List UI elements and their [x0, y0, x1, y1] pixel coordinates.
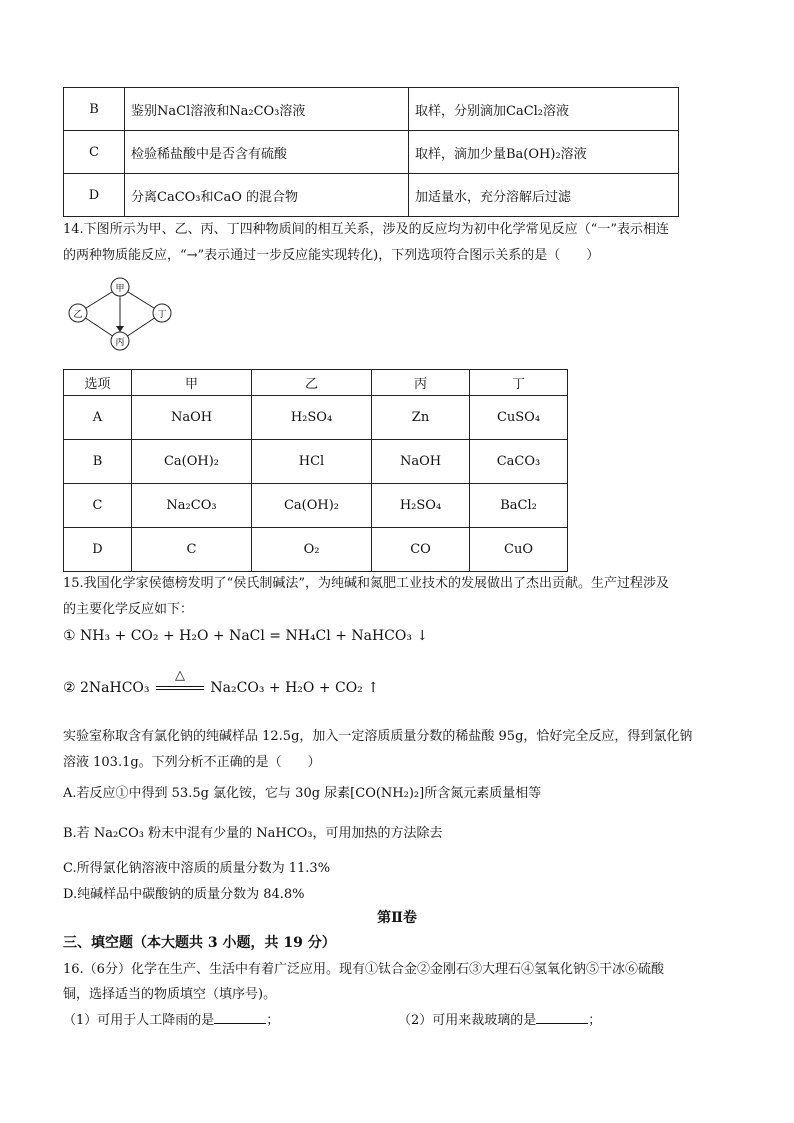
table-cell: Ca(OH)₂ [132, 440, 252, 484]
method-cell: 加适量水，充分溶解后过滤 [409, 174, 679, 217]
part-title: 第Ⅱ卷 [377, 910, 417, 926]
purpose-cell: 鉴别NaCl溶液和Na₂CO₃溶液 [125, 88, 409, 131]
node-bing: 丙 [115, 338, 125, 348]
table-cell: B [64, 440, 132, 484]
table-cell: Na₂CO₃ [132, 484, 252, 528]
question-14-text-cont: 的两种物质能反应，“→”表示通过一步反应能实现转化)，下列选项符合图示关系的是（ ） [63, 248, 600, 263]
header-cell: 丙 [372, 370, 470, 396]
table-row [64, 528, 568, 572]
method-cell: 取样，滴加少量Ba(OH)₂溶液 [409, 131, 679, 174]
table-cell: H₂SO₄ [372, 484, 470, 528]
sub-question-2-label: （2）可用来裁玻璃的是 [398, 1013, 537, 1028]
table-cell: H₂SO₄ [252, 396, 372, 440]
question-15-body-cont: 溶液 103.1g。下列分析不正确的是（ ） [63, 755, 321, 770]
option-c: C.所得氯化钠溶液中溶质的质量分数为 11.3% [63, 861, 331, 876]
table-row [64, 396, 568, 440]
table-cell: CuSO₄ [470, 396, 568, 440]
table-cell: A [64, 396, 132, 440]
equation-2 [63, 668, 379, 696]
table-cell: CO [372, 528, 470, 572]
separator: ； [588, 1013, 602, 1028]
table-cell: Zn [372, 396, 470, 440]
method-cell: 取样，分别滴加CaCl₂溶液 [409, 88, 679, 131]
sub-question-2 [398, 1009, 601, 1028]
question-16-text: 16.（6分）化学在生产、生活中有着广泛应用。现有①钛合金②金刚石③大理石④氢氧化钠⑤干冰⑥硫酸 [63, 962, 664, 977]
option-cell: B [64, 88, 125, 131]
option-cell: D [64, 174, 125, 217]
header-cell: 乙 [252, 370, 372, 396]
table-header-row [64, 370, 568, 396]
table-row [64, 440, 568, 484]
header-cell: 甲 [132, 370, 252, 396]
question-14-text: 14.下图所示为甲、乙、丙、丁四种物质间的相互关系，涉及的反应均为初中化学常见反应（“一”表示相连 [63, 222, 669, 237]
header-cell: 选项 [64, 370, 132, 396]
table-row [64, 484, 568, 528]
table-cell: C [132, 528, 252, 572]
options-table [63, 369, 568, 572]
purpose-cell: 分离CaCO₃和CaO 的混合物 [125, 174, 409, 217]
header-cell: 丁 [470, 370, 568, 396]
question-15-body: 实验室称取含有氯化钠的纯碱样品 12.5g，加入一定溶质质量分数的稀盐酸 95g，恰好完全反应，得到氯化钠 [63, 729, 693, 744]
sub-question-1 [63, 1009, 279, 1028]
equation-2-left: ② 2NaHCO₃ [63, 680, 150, 696]
question-15-text: 15.我国化学家侯德榜发明了“侯氏制碱法”，为纯碱和氮肥工业技术的发展做出了杰出贡献。生产过程涉及 [63, 576, 669, 591]
separator: ； [266, 1013, 280, 1028]
node-yi: 乙 [73, 310, 83, 320]
experiment-table [63, 87, 679, 217]
equation-2-right: Na₂CO₃ + H₂O + CO₂ ↑ [210, 680, 379, 696]
table-cell: HCl [252, 440, 372, 484]
question-15-text-cont: 的主要化学反应如下： [63, 602, 194, 617]
table-cell: NaOH [132, 396, 252, 440]
table-row [64, 131, 679, 174]
sub-question-1-label: （1）可用于人工降雨的是 [63, 1013, 215, 1028]
node-jia: 甲 [115, 284, 125, 294]
option-d: D.纯碱样品中碳酸钠的质量分数为 84.8% [63, 887, 305, 902]
option-b: B.若 Na₂CO₃ 粉末中混有少量的 NaHCO₃，可用加热的方法除去 [63, 826, 443, 841]
section-heading: 三、填空题（本大题共 3 小题，共 19 分） [63, 935, 336, 951]
question-16-text-cont: 铜，选择适当的物质填空（填序号)。 [63, 987, 277, 1002]
heat-condition: △ [174, 668, 185, 683]
table-cell: CaCO₃ [470, 440, 568, 484]
node-ding: 丁 [157, 310, 167, 320]
table-cell: O₂ [252, 528, 372, 572]
equation-1: ① NH₃ + CO₂ + H₂O + NaCl = NH₄Cl + NaHCO₃ ↓ [63, 628, 429, 644]
table-cell: NaOH [372, 440, 470, 484]
table-row [64, 174, 679, 217]
table-cell: Ca(OH)₂ [252, 484, 372, 528]
answer-blank-2[interactable] [536, 1011, 588, 1024]
relation-diagram [60, 275, 180, 355]
answer-blank-1[interactable] [214, 1011, 266, 1024]
table-cell: CuO [470, 528, 568, 572]
table-row [64, 88, 679, 131]
table-cell: BaCl₂ [470, 484, 568, 528]
reaction-arrow [156, 668, 204, 694]
option-a: A.若反应①中得到 53.5g 氯化铵，它与 30g 尿素[CO(NH₂)₂]所含氮元素质量相等 [63, 786, 542, 801]
table-cell: D [64, 528, 132, 572]
purpose-cell: 检验稀盐酸中是否含有硫酸 [125, 131, 409, 174]
option-cell: C [64, 131, 125, 174]
table-cell: C [64, 484, 132, 528]
